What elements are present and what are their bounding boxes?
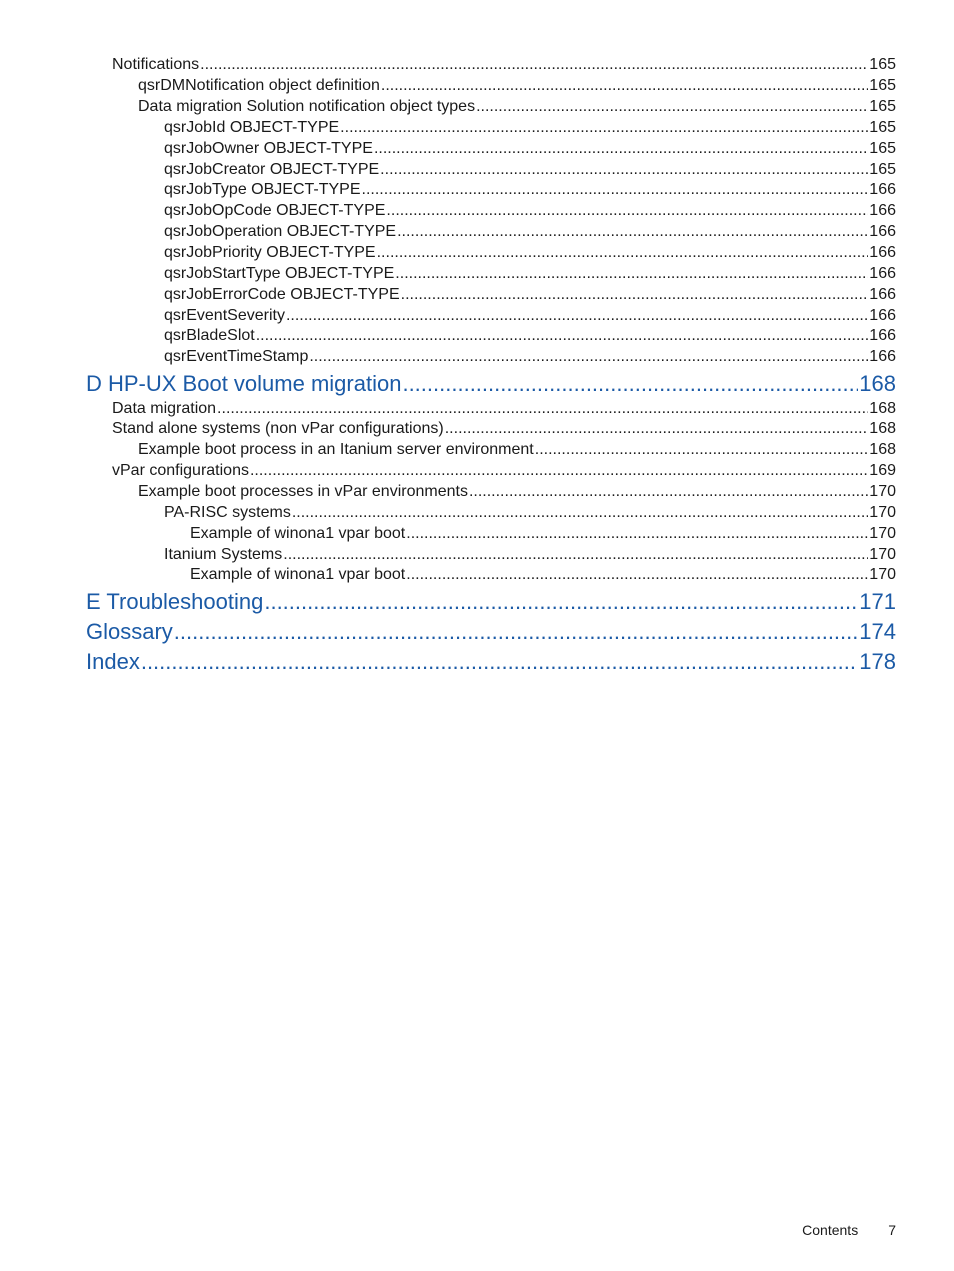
- page-footer: [802, 1222, 896, 1238]
- toc-chapter[interactable]: [86, 619, 896, 645]
- toc-entry-title: vPar configurations: [112, 462, 249, 479]
- toc-entry-title: Stand alone systems (non vPar configurations): [112, 420, 444, 437]
- toc-chapter-page: 178: [859, 649, 896, 674]
- toc-entry-page: 170: [869, 483, 896, 500]
- leader-dots: [406, 525, 868, 543]
- toc-entry-title: Notifications: [112, 56, 200, 73]
- toc-chapter[interactable]: [86, 649, 896, 675]
- toc-entry-page: 165: [869, 98, 896, 115]
- leader-dots: [476, 98, 868, 116]
- toc-entry-page: 168: [869, 441, 896, 458]
- toc-entry-title: qsrEventSeverity: [164, 307, 285, 324]
- toc-entry[interactable]: [164, 348, 896, 366]
- leader-dots: [374, 140, 868, 158]
- toc-entry-title: qsrJobOpCode OBJECT-TYPE: [164, 202, 386, 219]
- footer-page-number: 7: [888, 1222, 896, 1238]
- toc-entry-page: 170: [869, 504, 896, 521]
- leader-dots: [340, 119, 868, 137]
- toc-chapter-title: Glossary: [86, 619, 173, 644]
- leader-dots: [217, 400, 868, 418]
- toc-entry-title: Example boot processes in vPar environments: [138, 483, 468, 500]
- toc-entry[interactable]: [164, 244, 896, 262]
- toc-entry[interactable]: [164, 327, 896, 345]
- leader-dots: [283, 546, 868, 564]
- leader-dots: [141, 649, 858, 675]
- toc-entry[interactable]: [112, 400, 896, 418]
- toc-entry[interactable]: [138, 98, 896, 116]
- toc-entry-page: 169: [869, 462, 896, 479]
- toc-entry-title: Example of winona1 vpar boot: [190, 566, 406, 583]
- toc-entry-page: 170: [869, 525, 896, 542]
- toc-entry-page: 168: [869, 400, 896, 417]
- toc-entry-page: 165: [869, 119, 896, 136]
- toc-entry-title: qsrEventTimeStamp: [164, 348, 309, 365]
- toc-entry-page: 166: [869, 202, 896, 219]
- leader-dots: [362, 181, 869, 199]
- toc-entry[interactable]: [164, 140, 896, 158]
- leader-dots: [250, 462, 868, 480]
- toc-entry-page: 168: [869, 420, 896, 437]
- toc-entry-page: 166: [869, 223, 896, 240]
- leader-dots: [397, 223, 868, 241]
- toc-entry-page: 170: [869, 566, 896, 583]
- leader-dots: [401, 286, 869, 304]
- toc-entry-title: Example boot process in an Itanium server environment: [138, 441, 534, 458]
- toc-entry[interactable]: [190, 525, 896, 543]
- toc-entry-page: 165: [869, 161, 896, 178]
- toc-entry-page: 165: [869, 140, 896, 157]
- toc-entry[interactable]: [164, 265, 896, 283]
- leader-dots: [256, 327, 869, 345]
- toc-entry[interactable]: [112, 462, 896, 480]
- toc-entry[interactable]: [190, 566, 896, 584]
- toc-chapter[interactable]: [86, 589, 896, 615]
- leader-dots: [381, 77, 868, 95]
- leader-dots: [292, 504, 868, 522]
- toc-entry-title: qsrJobErrorCode OBJECT-TYPE: [164, 286, 400, 303]
- leader-dots: [469, 483, 868, 501]
- toc-entry-page: 165: [869, 77, 896, 94]
- toc-entry-page: 166: [869, 265, 896, 282]
- toc-entry[interactable]: [164, 161, 896, 179]
- toc-entry[interactable]: [138, 483, 896, 501]
- toc-entry-title: Data migration Solution notification object types: [138, 98, 476, 115]
- toc-entry[interactable]: [164, 202, 896, 220]
- toc-entry-title: qsrJobType OBJECT-TYPE: [164, 181, 361, 198]
- toc-chapter-page: 174: [859, 619, 896, 644]
- leader-dots: [535, 441, 869, 459]
- toc-entry-page: 166: [869, 244, 896, 261]
- toc-entry-title: Example of winona1 vpar boot: [190, 525, 406, 542]
- leader-dots: [200, 56, 868, 74]
- toc-entry-page: 166: [869, 348, 896, 365]
- toc-entry[interactable]: [164, 307, 896, 325]
- toc-entry-page: 166: [869, 327, 896, 344]
- leader-dots: [395, 265, 868, 283]
- toc-entry-title: qsrJobCreator OBJECT-TYPE: [164, 161, 380, 178]
- footer-section-label: Contents: [802, 1222, 859, 1238]
- toc-entry[interactable]: [164, 286, 896, 304]
- toc-entry-title: Data migration: [112, 400, 217, 417]
- leader-dots: [377, 244, 869, 262]
- leader-dots: [309, 348, 868, 366]
- toc-entry-page: 170: [869, 546, 896, 563]
- toc-entry-title: qsrJobId OBJECT-TYPE: [164, 119, 340, 136]
- leader-dots: [406, 566, 868, 584]
- toc-entry[interactable]: [164, 181, 896, 199]
- toc-chapter-title: D HP-UX Boot volume migration: [86, 371, 402, 396]
- leader-dots: [402, 371, 858, 397]
- toc-chapter-title: E Troubleshooting: [86, 589, 264, 614]
- toc-entry[interactable]: [138, 77, 896, 95]
- toc-entry-page: 166: [869, 181, 896, 198]
- toc-entry-title: PA-RISC systems: [164, 504, 291, 521]
- toc-entry-title: qsrJobPriority OBJECT-TYPE: [164, 244, 376, 261]
- toc-entry-title: qsrJobStartType OBJECT-TYPE: [164, 265, 395, 282]
- toc-entry[interactable]: [164, 119, 896, 137]
- toc-chapter[interactable]: [86, 371, 896, 397]
- toc-entry-title: qsrJobOwner OBJECT-TYPE: [164, 140, 373, 157]
- leader-dots: [264, 589, 858, 615]
- toc-chapter-title: Index: [86, 649, 140, 674]
- toc-entry-page: 166: [869, 307, 896, 324]
- toc-entry-title: qsrBladeSlot: [164, 327, 255, 344]
- toc-entry-title: Itanium Systems: [164, 546, 283, 563]
- toc-entry-title: qsrDMNotification object definition: [138, 77, 380, 94]
- toc-entry-page: 165: [869, 56, 896, 73]
- leader-dots: [286, 307, 868, 325]
- toc-entry[interactable]: [112, 56, 896, 74]
- leader-dots: [386, 202, 868, 220]
- toc-entry[interactable]: [138, 441, 896, 459]
- toc-entry-title: qsrJobOperation OBJECT-TYPE: [164, 223, 397, 240]
- toc-chapter-page: 168: [859, 371, 896, 396]
- toc-entry-page: 166: [869, 286, 896, 303]
- toc-entry[interactable]: [164, 223, 896, 241]
- toc-entry[interactable]: [112, 420, 896, 438]
- toc-entry[interactable]: [164, 504, 896, 522]
- leader-dots: [380, 161, 868, 179]
- leader-dots: [174, 619, 858, 645]
- toc-chapter-page: 171: [859, 589, 896, 614]
- toc-entry[interactable]: [164, 546, 896, 564]
- leader-dots: [445, 420, 869, 438]
